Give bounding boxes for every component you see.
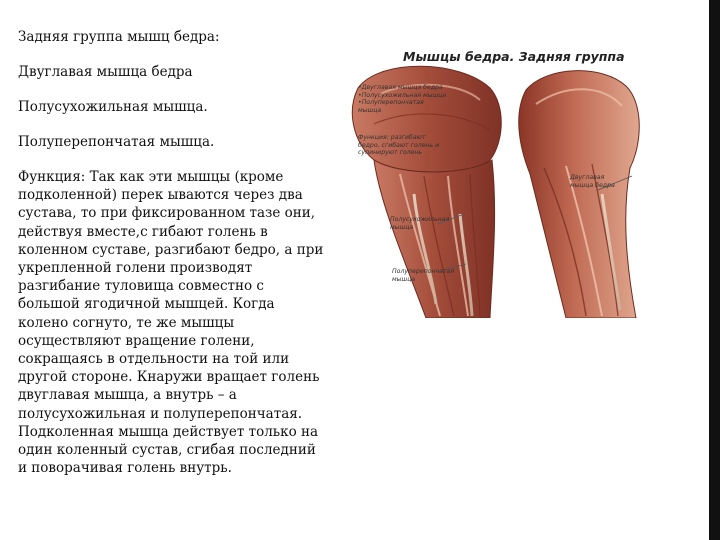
right-edge-bar (709, 0, 720, 540)
function-line: другой стороне. Кнаружи вращает голень (18, 369, 320, 386)
label-biceps: Двуглавая мышца бедра (570, 174, 615, 189)
figure-function-caption: Функция: разгибают бедро, сгибают голень и супинируют голень (358, 134, 440, 156)
function-paragraph (18, 168, 330, 477)
right-leg-drawing (519, 71, 640, 318)
heading: Задняя группа мышц бедра: (18, 29, 220, 45)
muscle-item-semitendinosus: Полусухожильная мышца. (18, 99, 208, 115)
text-column (18, 28, 330, 477)
muscle-item-semimembranosus: Полуперепончатая мышца. (18, 134, 215, 150)
function-line: Подколенная мышца действует только на (18, 423, 319, 440)
function-line: колено согнуто, те же мышцы (18, 314, 235, 331)
function-line: двуглавая мышца, а внутрь – а (18, 387, 237, 404)
function-line: полусухожильная и полуперепончатая. (18, 405, 303, 422)
function-line: коленном суставе, разгибают бедро, а при (18, 241, 324, 258)
function-line: Функция: Так как эти мышцы (кроме (18, 169, 284, 185)
figure-legend: •Двуглавая мышца бедра •Полусухожильная мышца •Полуперепончатая мышца (358, 84, 447, 114)
function-line: разгибание туловища совместно с (18, 278, 264, 295)
function-line: осуществляют вращение голени, (18, 332, 255, 349)
label-semitendinosus: Полусухожильная мышца (390, 216, 450, 231)
function-line: один коленный сустав, сгибая последний (18, 442, 316, 459)
muscle-item-biceps: Двуглавая мышца бедра (18, 64, 193, 80)
label-semimembranosus: Полуперепончатая мышца (392, 268, 455, 283)
function-line: действуя вместе,с гибают голень в (18, 223, 268, 240)
function-line: сокращаясь в отдельности на той или (18, 351, 290, 368)
function-line: большой ягодичной мышцей. Когда (18, 296, 275, 313)
function-line: подколенной) перек ываются через два (18, 187, 303, 204)
function-line: сустава, то при фиксированном тазе они, (18, 205, 316, 222)
function-line: укрепленной голени производят (18, 260, 253, 277)
figure-title: Мышцы бедра. Задняя группа (403, 49, 625, 64)
function-line: и поворачивая голень внутрь. (18, 460, 232, 477)
